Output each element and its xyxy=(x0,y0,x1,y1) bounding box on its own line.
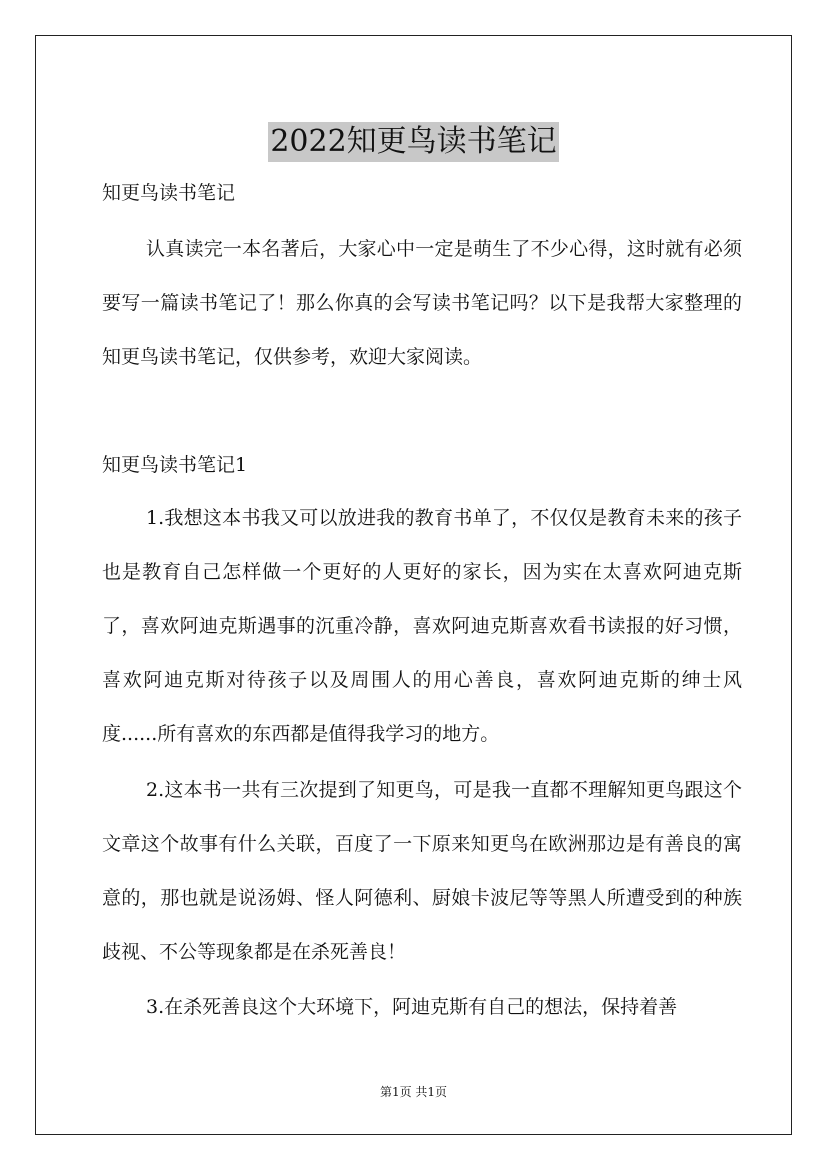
section-heading: 知更鸟读书笔记1 xyxy=(102,454,248,476)
body-paragraph-3: 3.在杀死善良这个大环境下，阿迪克斯有自己的想法，保持着善 xyxy=(146,996,678,1018)
intro-paragraph: 认真读完一本名著后，大家心中一定是萌生了不少心得，这时就有必须要写一篇读书笔记了！那么你真的会写读书笔记吗？以下是我帮大家整理的知更鸟读书笔记，仅供参考，欢迎大家阅读。 xyxy=(102,238,742,368)
title-container xyxy=(0,102,827,182)
body-paragraph-1: 1.我想这本书我又可以放进我的教育书单了，不仅仅是教育未来的孩子也是教育自己怎样做一个更好的人更好的家长，因为实在太喜欢阿迪克斯了，喜欢阿迪克斯遇事的沉重冷静，喜欢阿迪克斯喜欢看书读报的好习惯，喜欢阿迪克斯对待孩子以及周围人的用心善良，喜欢阿迪克斯的绅士风度......所有喜欢的东西都是值得我学习的地方。 xyxy=(102,507,742,745)
page-footer: 第1页 共1页 xyxy=(379,1085,448,1099)
body-paragraph-2: 2.这本书一共有三次提到了知更鸟，可是我一直都不理解知更鸟跟这个文章这个故事有什么关联，百度了一下原来知更鸟在欧洲那边是有善良的寓意的，那也就是说汤姆、怪人阿德利、厨娘卡波尼等等黑人所遭受到的种族歧视、不公等现象都是在杀死善良！ xyxy=(102,779,742,963)
document-subtitle: 知更鸟读书笔记 xyxy=(102,182,236,204)
document-title: 2022知更鸟读书笔记 xyxy=(268,122,558,162)
